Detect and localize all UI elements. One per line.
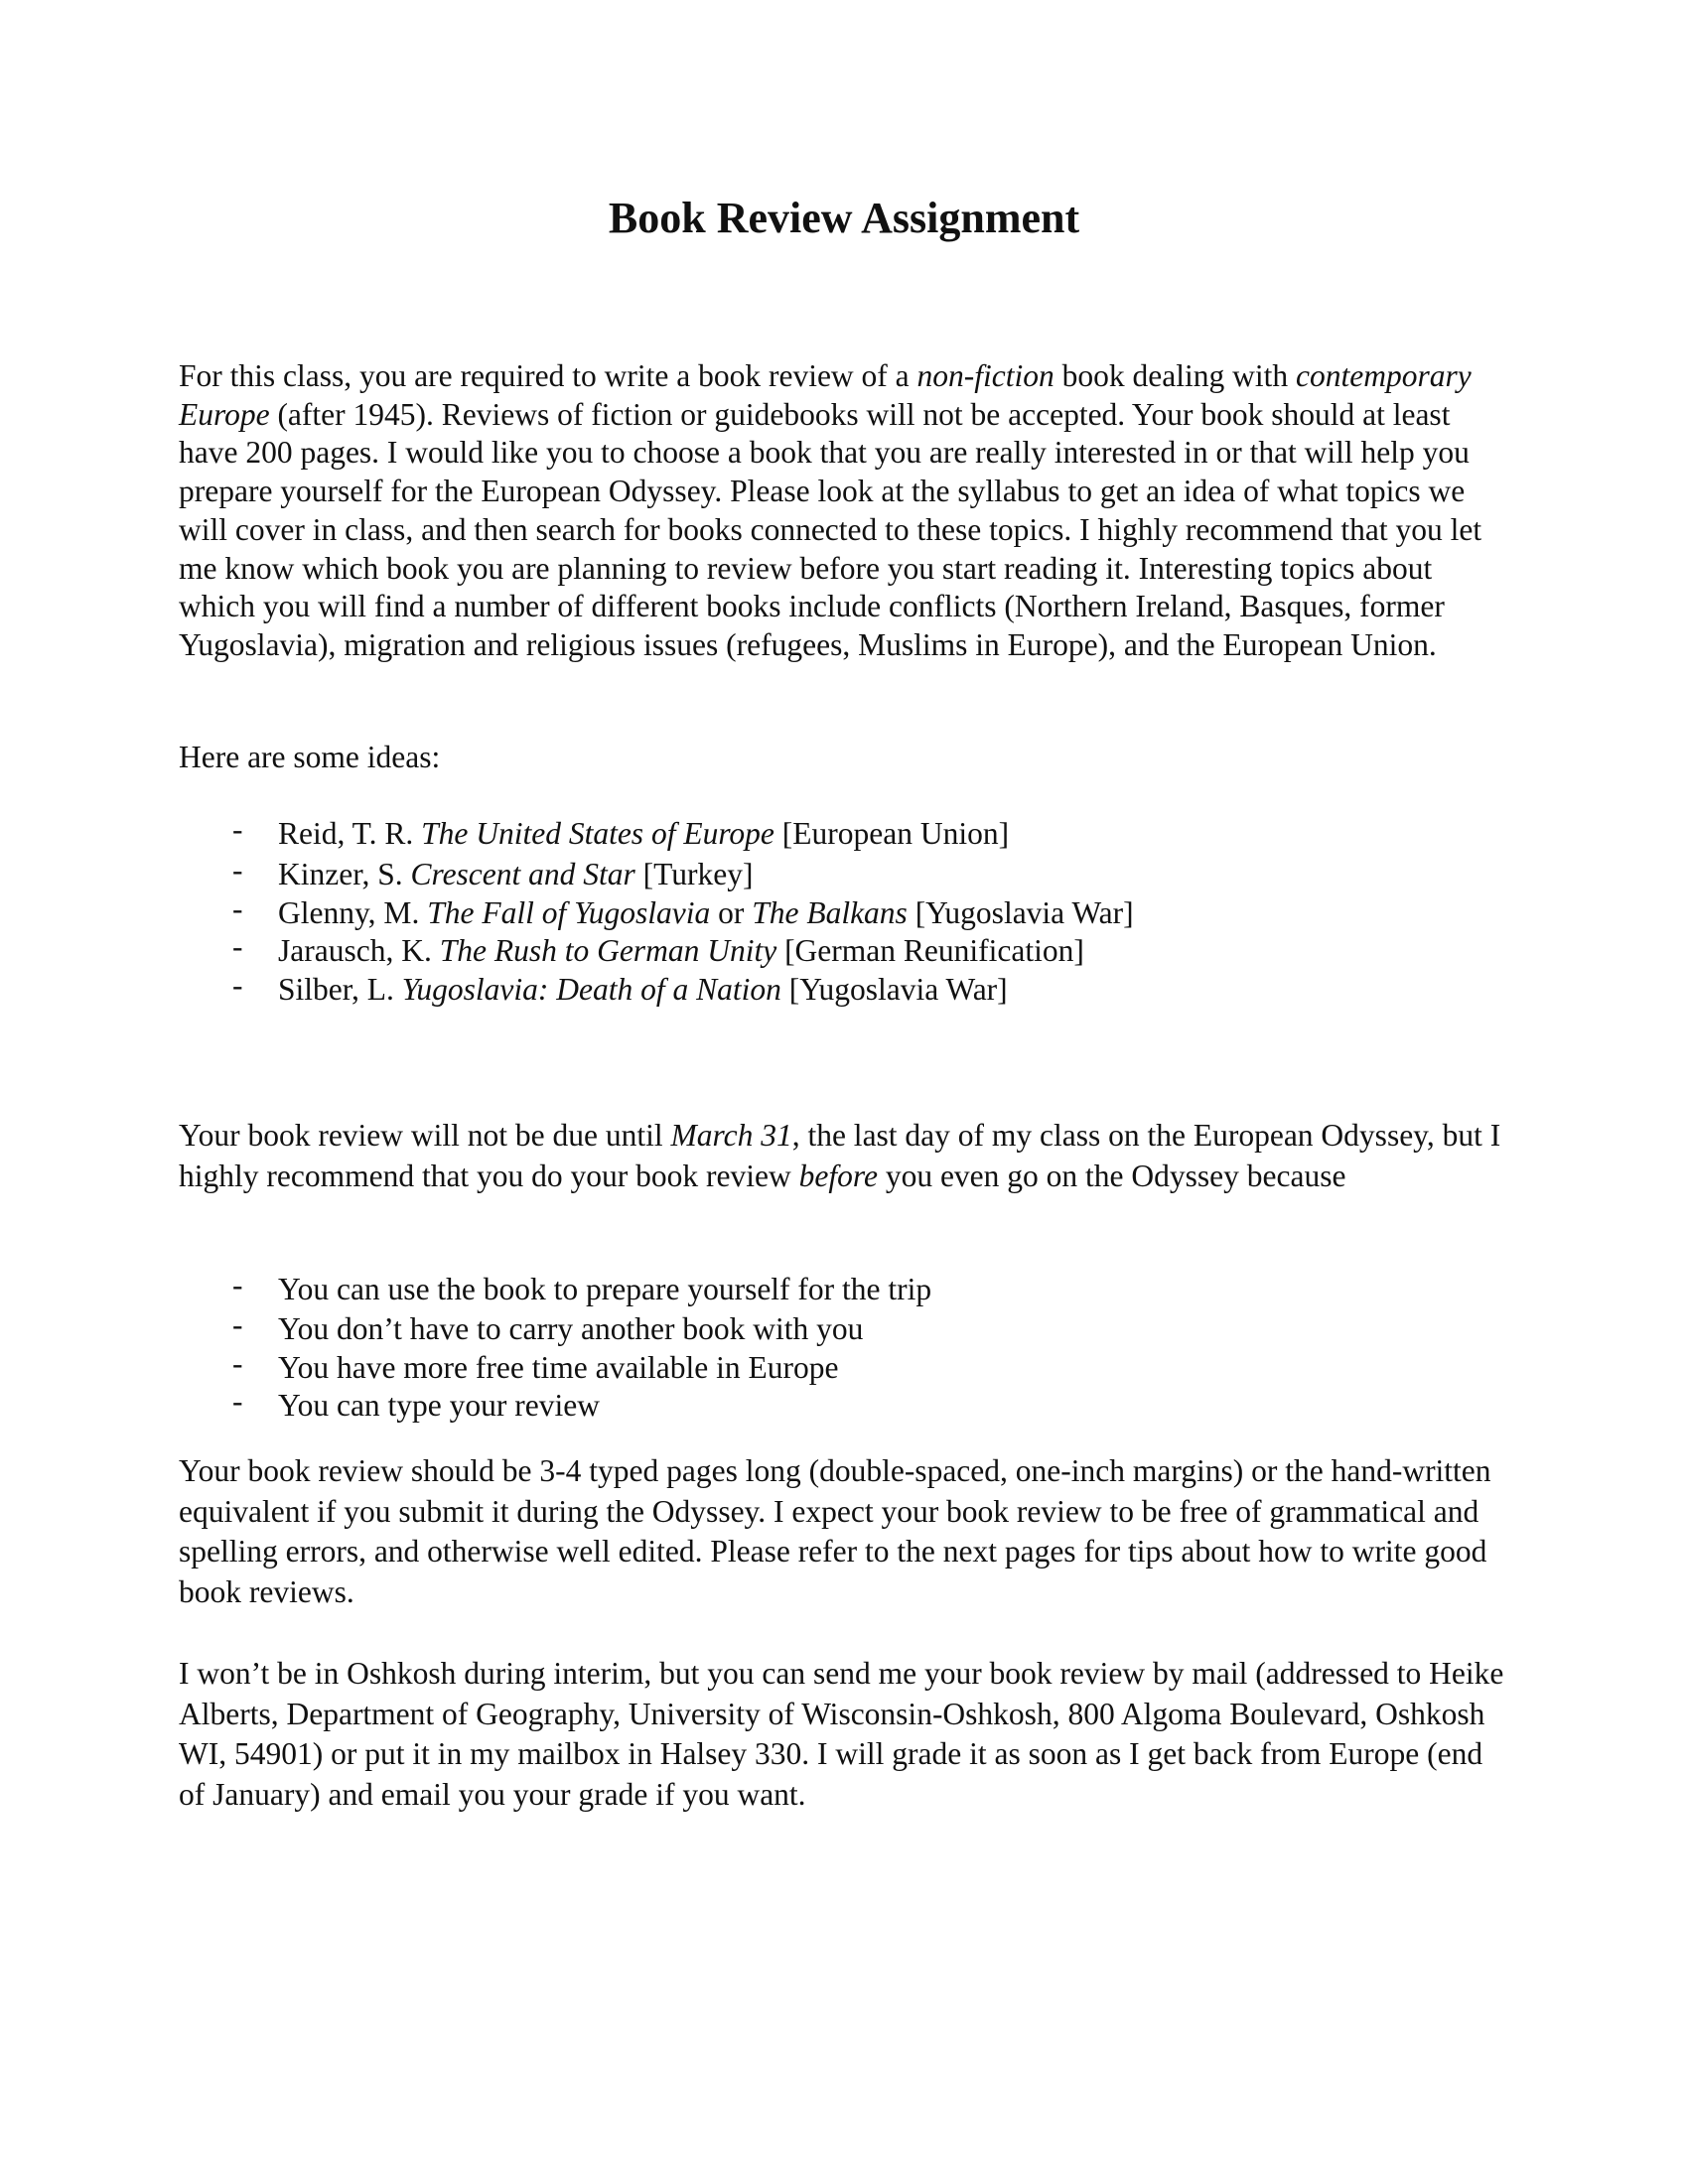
book-author: Silber, L. bbox=[278, 971, 402, 1007]
book-title: Yugoslavia: Death of a Nation bbox=[401, 971, 781, 1007]
dash-bullet: - bbox=[232, 853, 243, 887]
dash-bullet: - bbox=[232, 929, 243, 964]
intro-text-2: book dealing with bbox=[1054, 358, 1296, 393]
book-topic: [European Union] bbox=[774, 816, 1010, 851]
intro-text-1: For this class, you are required to write a book review of a bbox=[179, 358, 917, 393]
due-date-paragraph bbox=[179, 1116, 1509, 1196]
book-title-alt: The Balkans bbox=[752, 894, 908, 930]
length-requirements-paragraph: Your book review should be 3-4 typed pages long (double-spaced, one-inch margins) or the hand-written equivalent if you submit it during the Odyssey. I expect your book review to be free of grammatical and spelling errors, and otherwise well edited. Please refer to the next pages for tips about how to write good book reviews. bbox=[179, 1453, 1491, 1609]
book-topic: [Yugoslavia War] bbox=[780, 971, 1008, 1007]
due-text-2: , the last day of my class on the European Odyssey, but I highly recommend that you do your book review bbox=[179, 1118, 1501, 1193]
due-emphasis-date: March 31 bbox=[670, 1118, 792, 1153]
book-idea-item bbox=[179, 929, 1509, 971]
reason-text: You have more free time available in Europe bbox=[278, 1349, 839, 1385]
book-author: Reid, T. R. bbox=[278, 816, 422, 851]
dash-bullet: - bbox=[232, 812, 243, 847]
book-title-joiner: or bbox=[710, 894, 753, 930]
book-author: Jarausch, K. bbox=[278, 933, 440, 968]
dash-bullet: - bbox=[232, 890, 243, 926]
book-idea-item bbox=[179, 812, 1509, 856]
book-topic: [Turkey] bbox=[634, 857, 754, 891]
intro-text-3: (after 1945). Reviews of fiction or guidebooks will not be accepted. Your book should at least have 200 pages. I would like you to choose a book that you are really interested in or that will help you prepare yourself for the European Odyssey. Please look at the syllabus to get an idea of what topics we will cover in class, and then search for books connected to these topics. I highly recommend that you let me know which book you are planning to review before you start reading it. Interesting topics about which you will find a number of different books include conflicts (Northern Ireland, Basques, former Yugoslavia), migration and religious issues (refugees, Muslims in Europe), and the European Union. bbox=[179, 396, 1482, 662]
page-title: Book Review Assignment bbox=[608, 194, 1080, 242]
book-title: The Fall of Yugoslavia bbox=[427, 894, 711, 930]
dash-bullet: - bbox=[232, 967, 243, 1003]
book-topic: [Yugoslavia War] bbox=[907, 894, 1134, 930]
due-text-1: Your book review will not be due until bbox=[179, 1118, 671, 1153]
book-ideas-list bbox=[179, 812, 1509, 1009]
intro-emphasis-contemporary-europe: contemporary Europe bbox=[179, 358, 1472, 432]
dash-bullet: - bbox=[232, 1384, 243, 1419]
reason-text: You can use the book to prepare yourself for the trip bbox=[278, 1272, 932, 1306]
book-author: Kinzer, S. bbox=[278, 857, 411, 891]
book-title: Crescent and Star bbox=[410, 857, 635, 891]
book-idea-item bbox=[179, 967, 1509, 1010]
submission-paragraph: I won’t be in Oshkosh during interim, but you can send me your book review by mail (addressed to Heike Alberts, Department of Geography, University of Wisconsin-Oshkosh, 800 Algoma Boulevard, Oshkosh WI, 54901) or put it in my mailbox in Halsey 330. I will grade it as soon as I get back from Europe (end of January) and email you your grade if you want. bbox=[179, 1656, 1504, 1812]
dash-bullet: - bbox=[232, 1268, 243, 1302]
due-emphasis-before: before bbox=[798, 1158, 878, 1193]
book-title: The Rush to German Unity bbox=[439, 933, 777, 968]
book-idea-item bbox=[179, 890, 1509, 933]
ideas-lead: Here are some ideas: bbox=[179, 740, 441, 774]
reason-item bbox=[179, 1269, 1509, 1310]
book-author: Glenny, M. bbox=[278, 894, 428, 930]
reason-text: You can type your review bbox=[278, 1388, 600, 1423]
reason-item bbox=[179, 1345, 1509, 1388]
book-idea-item bbox=[179, 853, 1509, 894]
book-topic: [German Reunification] bbox=[776, 933, 1084, 968]
intro-paragraph bbox=[179, 357, 1509, 665]
reason-item bbox=[179, 1307, 1509, 1349]
book-title: The United States of Europe bbox=[421, 816, 774, 851]
dash-bullet: - bbox=[232, 1307, 243, 1342]
reason-text: You don’t have to carry another book with you bbox=[278, 1311, 864, 1346]
reasons-list bbox=[179, 1269, 1509, 1426]
dash-bullet: - bbox=[232, 1345, 243, 1381]
due-text-3: you even go on the Odyssey because bbox=[877, 1158, 1346, 1193]
reason-item bbox=[179, 1384, 1509, 1426]
intro-emphasis-nonfiction: non-fiction bbox=[916, 358, 1055, 393]
